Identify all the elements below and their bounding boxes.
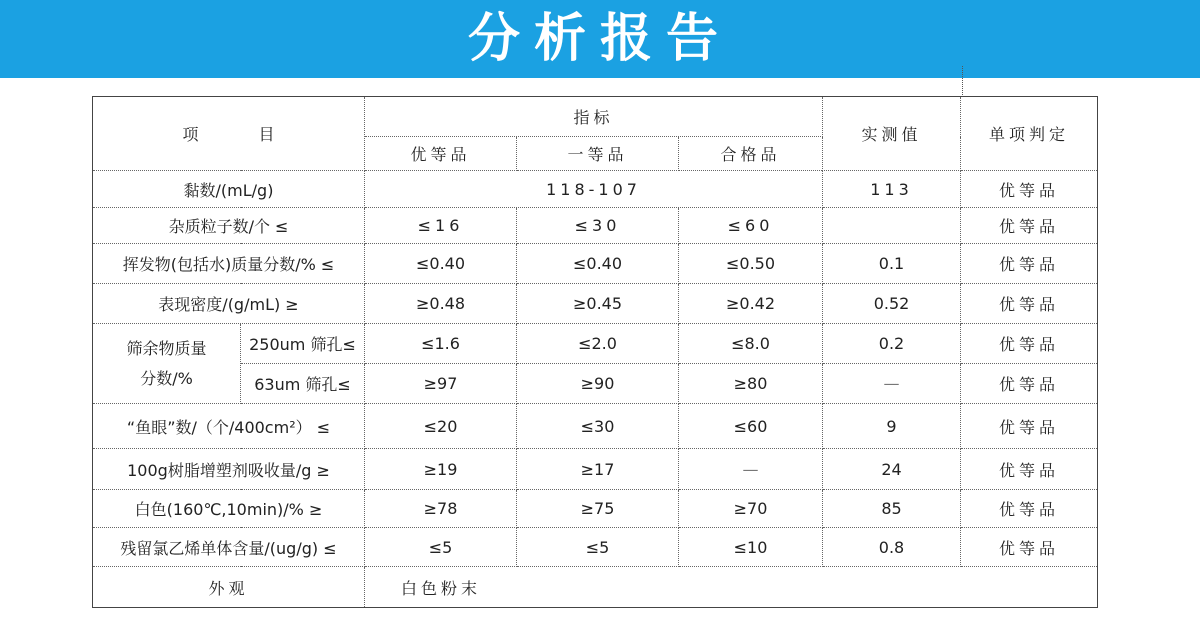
row-label: 外观 (93, 567, 365, 608)
grade-qualified-value: ≥0.42 (679, 284, 823, 324)
grade-qualified-value: ≤0.50 (679, 244, 823, 284)
row-label: 挥发物(包括水)质量分数/% ≤ (93, 244, 365, 284)
row-label: 残留氯乙烯单体含量/(ug/g) ≤ (93, 528, 365, 567)
grade-superior-value: ≥78 (365, 490, 517, 528)
grade-qualified-value: ≥70 (679, 490, 823, 528)
grade-qualified-value: ≤10 (679, 528, 823, 567)
grade-superior-value: ≤16 (365, 208, 517, 244)
grade-first-value: ≤30 (517, 404, 679, 449)
grade-first-value: ≤2.0 (517, 324, 679, 364)
grade-first-value: ≤30 (517, 208, 679, 244)
row-label: 63um 筛孔≤ (241, 364, 365, 404)
table-row (93, 567, 1098, 608)
grade-superior-value: ≤0.40 (365, 244, 517, 284)
table-row (93, 449, 1098, 490)
measured-value: — (823, 364, 961, 404)
measured-value: 0.2 (823, 324, 961, 364)
grade-first-value: ≤5 (517, 528, 679, 567)
table-row (93, 324, 1098, 364)
verdict-value: 优等品 (961, 364, 1098, 404)
row-label: 表现密度/(g/mL) ≥ (93, 284, 365, 324)
grade-first-value: ≥75 (517, 490, 679, 528)
measured-value: 24 (823, 449, 961, 490)
row-label: 黏数/(mL/g) (93, 171, 365, 208)
measured-value: 9 (823, 404, 961, 449)
verdict-value: 优等品 (961, 244, 1098, 284)
header-item: 项目 (93, 97, 365, 171)
table-row (93, 364, 1098, 404)
page-title: 分析报告 (467, 9, 732, 69)
row-label: 100g树脂增塑剂吸收量/g ≥ (93, 449, 365, 490)
grade-qualified-value: ≥80 (679, 364, 823, 404)
group-label-line1: 筛余物质量 (126, 338, 207, 358)
table-row (93, 284, 1098, 324)
table-row (93, 528, 1098, 567)
row-label: 250um 筛孔≤ (241, 324, 365, 364)
header-verdict: 单项判定 (961, 97, 1098, 171)
merged-value: 118-107 (365, 171, 823, 208)
measured-value: 0.1 (823, 244, 961, 284)
row-label: “鱼眼”数/（个/400cm²） ≤ (93, 404, 365, 449)
group-label-line2: 分数/% (140, 368, 193, 388)
grade-first-value: ≥0.45 (517, 284, 679, 324)
appearance-value: 白色粉末 (365, 567, 1098, 608)
header-grade-superior: 优等品 (365, 137, 517, 171)
grade-superior-value: ≤5 (365, 528, 517, 567)
group-label (93, 324, 241, 404)
grade-first-value: ≥17 (517, 449, 679, 490)
grade-first-value: ≤0.40 (517, 244, 679, 284)
table-row (93, 490, 1098, 528)
verdict-value: 优等品 (961, 528, 1098, 567)
verdict-value: 优等品 (961, 449, 1098, 490)
verdict-value: 优等品 (961, 208, 1098, 244)
grade-superior-value: ≥0.48 (365, 284, 517, 324)
table-row (93, 404, 1098, 449)
header-measured: 实测值 (823, 97, 961, 171)
verdict-value: 优等品 (961, 284, 1098, 324)
header-index: 指标 (365, 97, 823, 137)
verdict-value: 优等品 (961, 404, 1098, 449)
measured-value: 85 (823, 490, 961, 528)
measured-value: 113 (823, 171, 961, 208)
grade-qualified-value: ≤60 (679, 404, 823, 449)
header-row (93, 97, 1098, 137)
grade-superior-value: ≥97 (365, 364, 517, 404)
header-grade-qualified: 合格品 (679, 137, 823, 171)
verdict-value: 优等品 (961, 324, 1098, 364)
table-row (93, 208, 1098, 244)
measured-value: 0.8 (823, 528, 961, 567)
table-row (93, 244, 1098, 284)
grade-superior-value: ≥19 (365, 449, 517, 490)
row-label: 白色(160℃,10min)/% ≥ (93, 490, 365, 528)
row-label: 杂质粒子数/个 ≤ (93, 208, 365, 244)
verdict-value: 优等品 (961, 490, 1098, 528)
grade-qualified-value: ≤8.0 (679, 324, 823, 364)
header-grade-first: 一等品 (517, 137, 679, 171)
measured-value: 0.52 (823, 284, 961, 324)
divider-line (962, 66, 963, 97)
table-row (93, 171, 1098, 208)
grade-qualified-value: — (679, 449, 823, 490)
grade-first-value: ≥90 (517, 364, 679, 404)
measured-value (823, 208, 961, 244)
grade-superior-value: ≤20 (365, 404, 517, 449)
analysis-report-table (92, 96, 1098, 608)
grade-qualified-value: ≤60 (679, 208, 823, 244)
grade-superior-value: ≤1.6 (365, 324, 517, 364)
verdict-value: 优等品 (961, 171, 1098, 208)
